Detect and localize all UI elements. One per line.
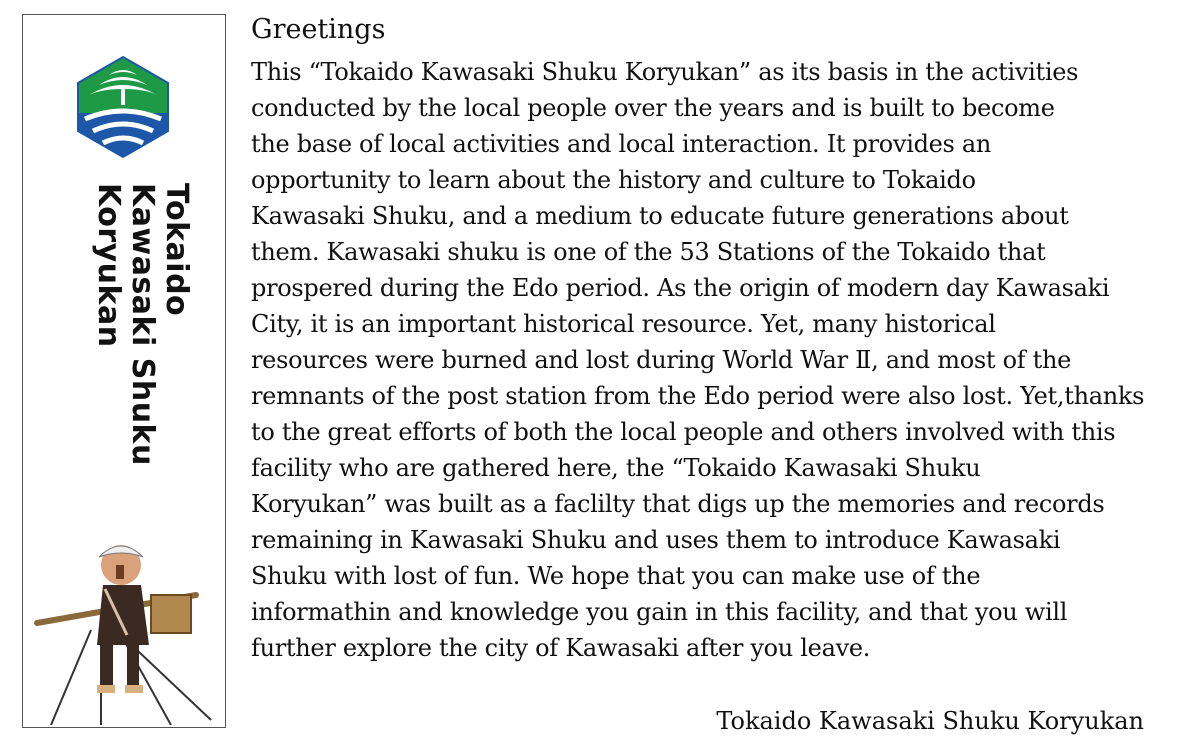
vertical-title-line: Kawasaki Shuku	[125, 183, 160, 466]
body-line: resources were burned and lost during World War Ⅱ, and most of the	[251, 346, 1072, 374]
body-line: Koryukan” was built as a faclilty that digs up the memories and records	[251, 490, 1105, 518]
signature: Tokaido Kawasaki Shuku Koryukan	[716, 707, 1144, 735]
edo-porter-figure-icon	[31, 535, 221, 725]
body-line: Shuku with lost of fun. We hope that you can make use of the	[251, 562, 981, 590]
body-line: remnants of the post station from the Edo period were also lost. Yet,thanks	[251, 382, 1145, 410]
body-line: the base of local activities and local interaction. It provides an	[251, 130, 992, 158]
greeting-body	[251, 54, 1191, 666]
vertical-title	[81, 183, 193, 466]
body-line: to the great efforts of both the local people and others involved with this	[251, 418, 1116, 446]
body-line: them. Kawasaki shuku is one of the 53 Stations of the Tokaido that	[251, 238, 1046, 266]
body-line: facility who are gathered here, the “Tokaido Kawasaki Shuku	[251, 454, 981, 482]
body-line: informathin and knowledge you gain in this facility, and that you will	[251, 598, 1068, 626]
pine-wave-emblem-icon	[75, 55, 171, 159]
body-line: conducted by the local people over the years and is built to become	[251, 94, 1055, 122]
body-line: prospered during the Edo period. As the origin of modern day Kawasaki	[251, 274, 1110, 302]
body-line: Kawasaki Shuku, and a medium to educate future generations about	[251, 202, 1069, 230]
sidebar-panel	[22, 14, 226, 728]
vertical-title-line: Tokaido	[159, 183, 194, 317]
body-line: remaining in Kawasaki Shuku and uses them to introduce Kawasaki	[251, 526, 1061, 554]
vertical-title-line: Koryukan	[91, 183, 126, 348]
body-line: City, it is an important historical resource. Yet, many historical	[251, 310, 996, 338]
body-line: This “Tokaido Kawasaki Shuku Koryukan” as its basis in the activities	[251, 58, 1079, 86]
greeting-heading: Greetings	[251, 14, 386, 45]
body-line: opportunity to learn about the history and culture to Tokaido	[251, 166, 976, 194]
body-line: further explore the city of Kawasaki after you leave.	[251, 634, 871, 662]
